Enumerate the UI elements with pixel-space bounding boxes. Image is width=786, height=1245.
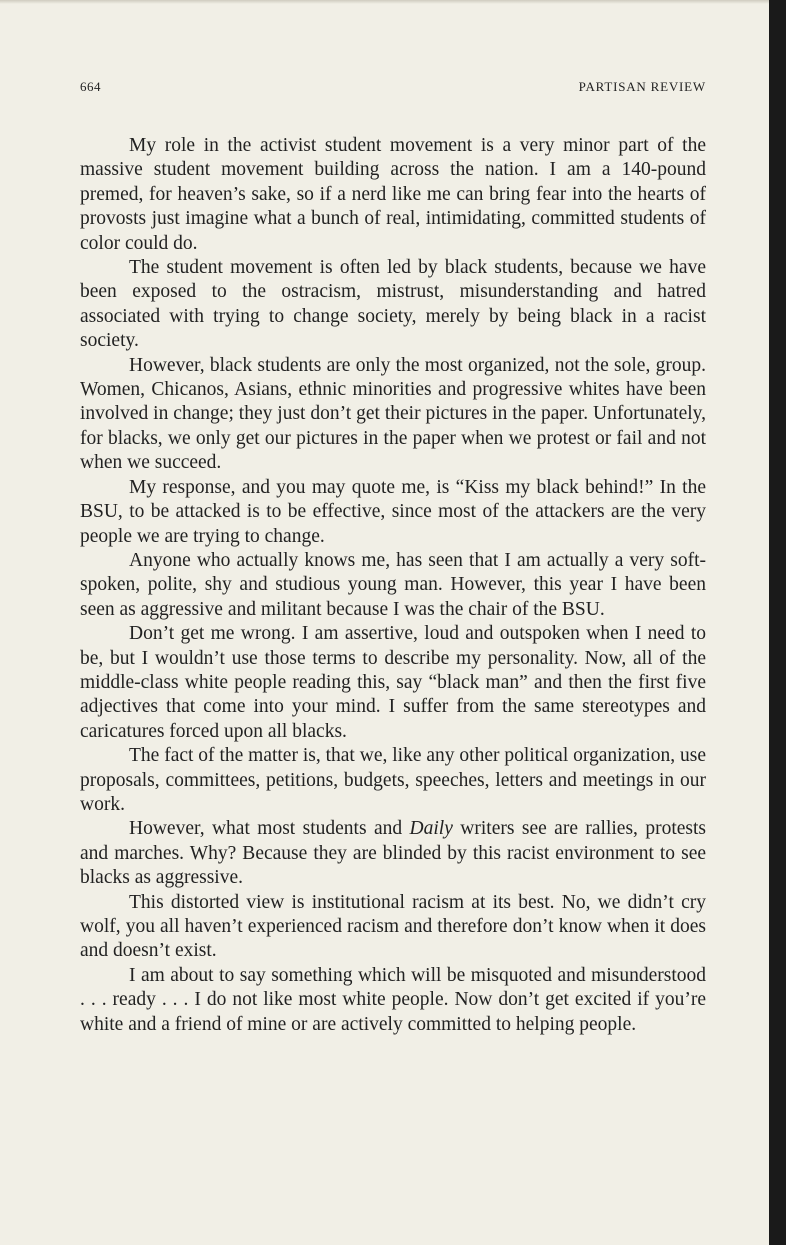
paragraph: Anyone who actually knows me, has seen that I am actually a very soft-spoken, polite, shy and studious young man. However, this year I have been seen as aggressive and militant because I was the chair of the BSU. [80,549,706,620]
journal-title: PARTISAN REVIEW [578,79,706,94]
paragraph-daily [80,817,706,890]
paragraph: My response, and you may quote me, is “Kiss my black behind!” In the BSU, to be attacked is to be effective, since most of the attackers are the very people we are trying to change. [80,476,706,547]
paragraph-text: writers see are rallies, protests and marches. Why? Because they are blinded by this racist environment to see blacks as aggressive. [80,818,706,889]
newspaper-name: Daily [409,818,453,840]
paragraph: I am about to say something which will be misquoted and misunderstood . . . ready . . . I do not like most white people. Now don’t get excited if you’re white and a friend of mine or are actively committed to helping people. [80,964,706,1035]
paragraph: My role in the activist student movement is a very minor part of the massive student movement building across the nation. I am a 140-pound premed, for heaven’s sake, so if a nerd like me can bring fear into the hearts of provosts just imagine what a bunch of real, intimidating, committed students of color could do. [80,135,706,254]
paragraph: The student movement is often led by black students, because we have been exposed to the ostracism, mistrust, misunderstanding and hatred associated with trying to change society, merely by being black in a racist society. [80,257,706,352]
paragraph: However, black students are only the most organized, not the sole, group. Women, Chicanos, Asians, ethnic minorities and progressive whites have been involved in change; they just don’t get their pictures in the paper. Unfortunately, for blacks, we only get our pictures in the paper when we protest or fail and not when we succeed. [80,354,706,474]
paragraph: Don’t get me wrong. I am assertive, loud and outspoken when I need to be, but I wouldn’t use those terms to describe my personality. Now, all of the middle-class white people reading this, say “black man” and then the first five adjectives that come into your mind. I suffer from the same stereotypes and caricatures forced upon all blacks. [80,623,706,742]
scan-top-shadow [0,0,786,4]
article-body [80,134,706,1037]
running-head [80,76,706,98]
paragraph: This distorted view is institutional racism at its best. No, we didn’t cry wolf, you all haven’t experienced racism and therefore don’t know when it does and doesn’t exist. [80,891,706,962]
document-page [80,76,706,1037]
scan-binding-edge [769,0,786,1245]
paragraph-text: However, what most students and [129,818,410,840]
paragraph: The fact of the matter is, that we, like any other political organization, use proposals, committees, petitions, budgets, speeches, letters and meetings in our work. [80,745,706,815]
page-number: 664 [80,79,101,94]
